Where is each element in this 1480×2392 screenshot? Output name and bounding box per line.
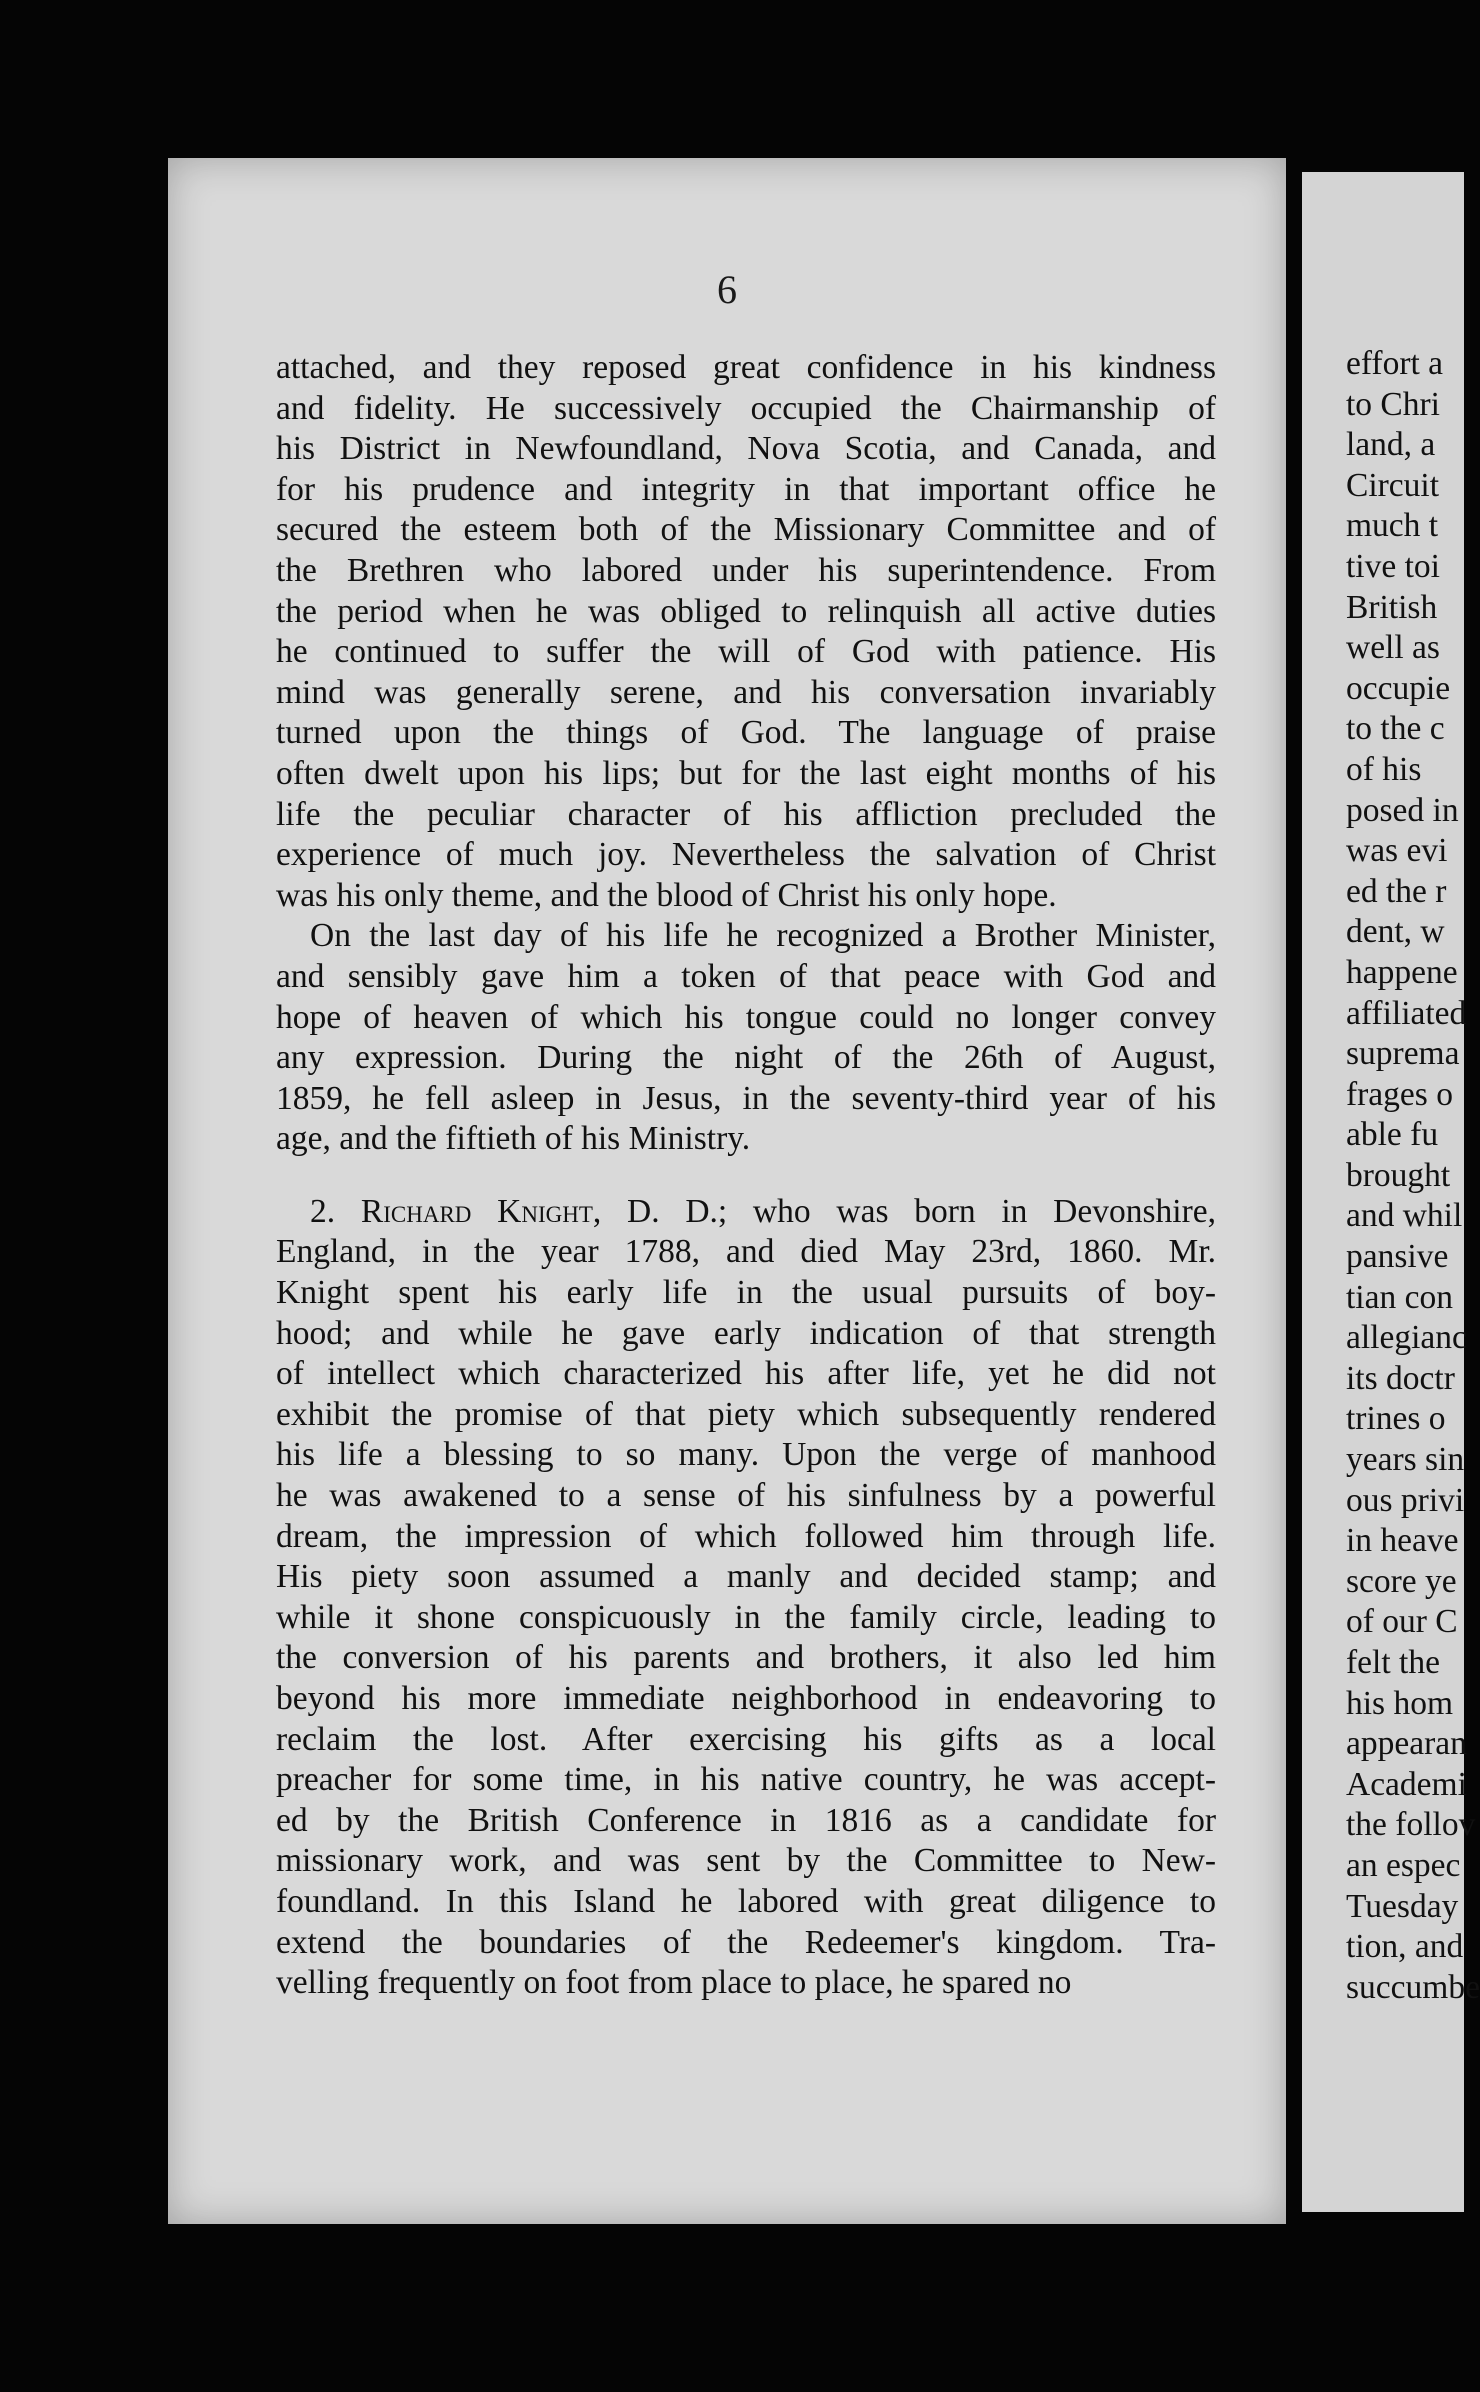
next-page-text: [1346, 344, 1480, 2008]
text-line: the conversion of his parents and brothers, it also led him: [276, 1639, 1216, 1677]
next-page-line: pansive: [1346, 1238, 1449, 1276]
text-line: life the peculiar character of his affliction precluded the: [276, 795, 1216, 833]
text-line: velling frequently on foot from place to place, he spared no: [276, 1964, 1072, 2002]
next-page-line: occupie: [1346, 669, 1451, 707]
text-line: foundland. In this Island he labored with great diligence to: [276, 1882, 1216, 1920]
text-line: experience of much joy. Nevertheless the salvation of Christ: [276, 836, 1216, 874]
next-page-line: of our C: [1346, 1603, 1458, 1641]
next-page-line: was evi: [1346, 832, 1448, 870]
text-line: beyond his more immediate neighborhood in endeavoring to: [276, 1680, 1216, 1717]
next-page-line: allegianc: [1346, 1319, 1467, 1357]
text-line: mind was generally serene, and his conversation invariably: [276, 673, 1216, 711]
next-page-line: to Chri: [1346, 385, 1440, 423]
text-line: often dwelt upon his lips; but for the last eight months of his: [276, 754, 1216, 792]
next-page-line: an espec: [1346, 1846, 1461, 1884]
text-line: his life a blessing to so many. Upon the verge of manhood: [276, 1436, 1216, 1474]
text-line: any expression. During the night of the 26th of August,: [276, 1039, 1216, 1077]
next-page-line: tion, and: [1346, 1928, 1464, 1966]
next-page-line: years sin: [1346, 1441, 1465, 1479]
next-page-line: tive toi: [1346, 547, 1440, 585]
text-line: and fidelity. He successively occupied the Chairmanship of: [276, 389, 1216, 427]
text-line: secured the esteem both of the Missionary Committee and of: [276, 511, 1216, 549]
next-page-line: well as: [1346, 629, 1440, 667]
text-line: preacher for some time, in his native country, he was accept-: [276, 1761, 1216, 1799]
text-line: 1859, he fell asleep in Jesus, in the seventy-third year of his: [276, 1079, 1216, 1117]
next-page-line: in heave: [1346, 1522, 1459, 1560]
text-line: Knight spent his early life in the usual pursuits of boy-: [276, 1274, 1216, 1312]
next-page-line: to the c: [1346, 710, 1445, 748]
text-line: ed by the British Conference in 1816 as a candidate for: [276, 1801, 1216, 1839]
text-line: hood; and while he gave early indication of that strength: [276, 1314, 1216, 1352]
next-page-line: happene: [1346, 953, 1458, 991]
next-page-line: posed in: [1346, 791, 1459, 829]
next-page-line: British: [1346, 588, 1438, 626]
text-line: the Brethren who labored under his superintendence. From: [276, 551, 1216, 589]
page-body: [276, 348, 1216, 2004]
book-page: [168, 158, 1286, 2224]
entry-heading-line: [276, 1192, 1216, 1233]
next-page-line: Circuit: [1346, 466, 1440, 504]
text-line: turned upon the things of God. The language of praise: [276, 714, 1216, 752]
entry-name: Richard Knight: [360, 1192, 593, 1230]
next-page-line: and whil: [1346, 1197, 1463, 1235]
section-gap: [276, 1160, 1216, 1192]
paragraph-1: [276, 348, 1216, 916]
text-line: for his prudence and integrity in that important office he: [276, 470, 1216, 508]
entry-number: 2.: [310, 1192, 336, 1230]
next-page-line: affiliated: [1346, 994, 1467, 1032]
next-page-line: felt the: [1346, 1644, 1440, 1681]
next-page-line: succumbe: [1346, 1968, 1480, 2006]
text-line: age, and the fiftieth of his Ministry.: [276, 1120, 751, 1158]
next-page-line: land, a: [1346, 426, 1436, 464]
text-line: reclaim the lost. After exercising his gifts as a local: [276, 1720, 1216, 1758]
next-page-line: appearan: [1346, 1725, 1467, 1763]
next-page-line: ed the r: [1346, 872, 1447, 910]
next-page-line: Academi: [1346, 1765, 1467, 1803]
next-page-edge: [1302, 172, 1480, 2212]
text-line: exhibit the promise of that piety which subsequently rendered: [276, 1395, 1216, 1433]
text-line: His piety soon assumed a manly and decided stamp; and: [276, 1558, 1216, 1596]
paragraph-2: [276, 916, 1216, 1160]
entry-richard-knight: [276, 1192, 1216, 2004]
next-page-line: the follov: [1346, 1806, 1476, 1844]
next-page-line: frages o: [1346, 1075, 1453, 1113]
text-line: and sensibly gave him a token of that peace with God and: [276, 957, 1216, 995]
next-page-line: able fu: [1346, 1116, 1439, 1154]
text-line: the period when he was obliged to relinquish all active duties: [276, 592, 1216, 630]
next-page-line: Tuesday: [1346, 1887, 1459, 1925]
next-page-line: brought: [1346, 1156, 1451, 1194]
next-page-line: suprema: [1346, 1035, 1460, 1073]
text-line: of intellect which characterized his after life, yet he did not: [276, 1355, 1216, 1393]
next-page-line: of his: [1346, 750, 1422, 788]
text-line: was his only theme, and the blood of Christ his only hope.: [276, 876, 1057, 914]
text-line: hope of heaven of which his tongue could no longer convey: [276, 998, 1216, 1036]
page-number: 6: [717, 267, 737, 312]
text-line: extend the boundaries of the Redeemer's kingdom. Tra-: [276, 1923, 1216, 1961]
next-page-line: his hom: [1346, 1684, 1454, 1722]
text-line: England, in the year 1788, and died May 23rd, 1860. Mr.: [276, 1233, 1216, 1271]
text-line: missionary work, and was sent by the Committee to New-: [276, 1842, 1216, 1880]
entry-first-line: , D. D.; who was born in Devonshire,: [592, 1192, 1216, 1230]
text-line: while it shone conspicuously in the family circle, leading to: [276, 1598, 1216, 1636]
next-page-line: tian con: [1346, 1278, 1453, 1316]
next-page-line: much t: [1346, 507, 1439, 545]
next-page-line: dent, w: [1346, 913, 1445, 951]
next-page-line: trines o: [1346, 1400, 1446, 1438]
text-line: his District in Newfoundland, Nova Scotia, and Canada, and: [276, 430, 1216, 468]
text-line: dream, the impression of which followed him through life.: [276, 1517, 1216, 1555]
next-page-line: score ye: [1346, 1562, 1457, 1600]
text-line: On the last day of his life he recognized a Brother Minister,: [310, 917, 1216, 955]
text-line: he continued to suffer the will of God with patience. His: [276, 633, 1216, 671]
text-line: attached, and they reposed great confidence in his kindness: [276, 349, 1216, 386]
text-line: he was awakened to a sense of his sinfulness by a powerful: [276, 1477, 1216, 1515]
next-page-line: its doctr: [1346, 1359, 1455, 1397]
next-page-line: effort a: [1346, 345, 1444, 382]
next-page-line: ous privi: [1346, 1481, 1465, 1519]
